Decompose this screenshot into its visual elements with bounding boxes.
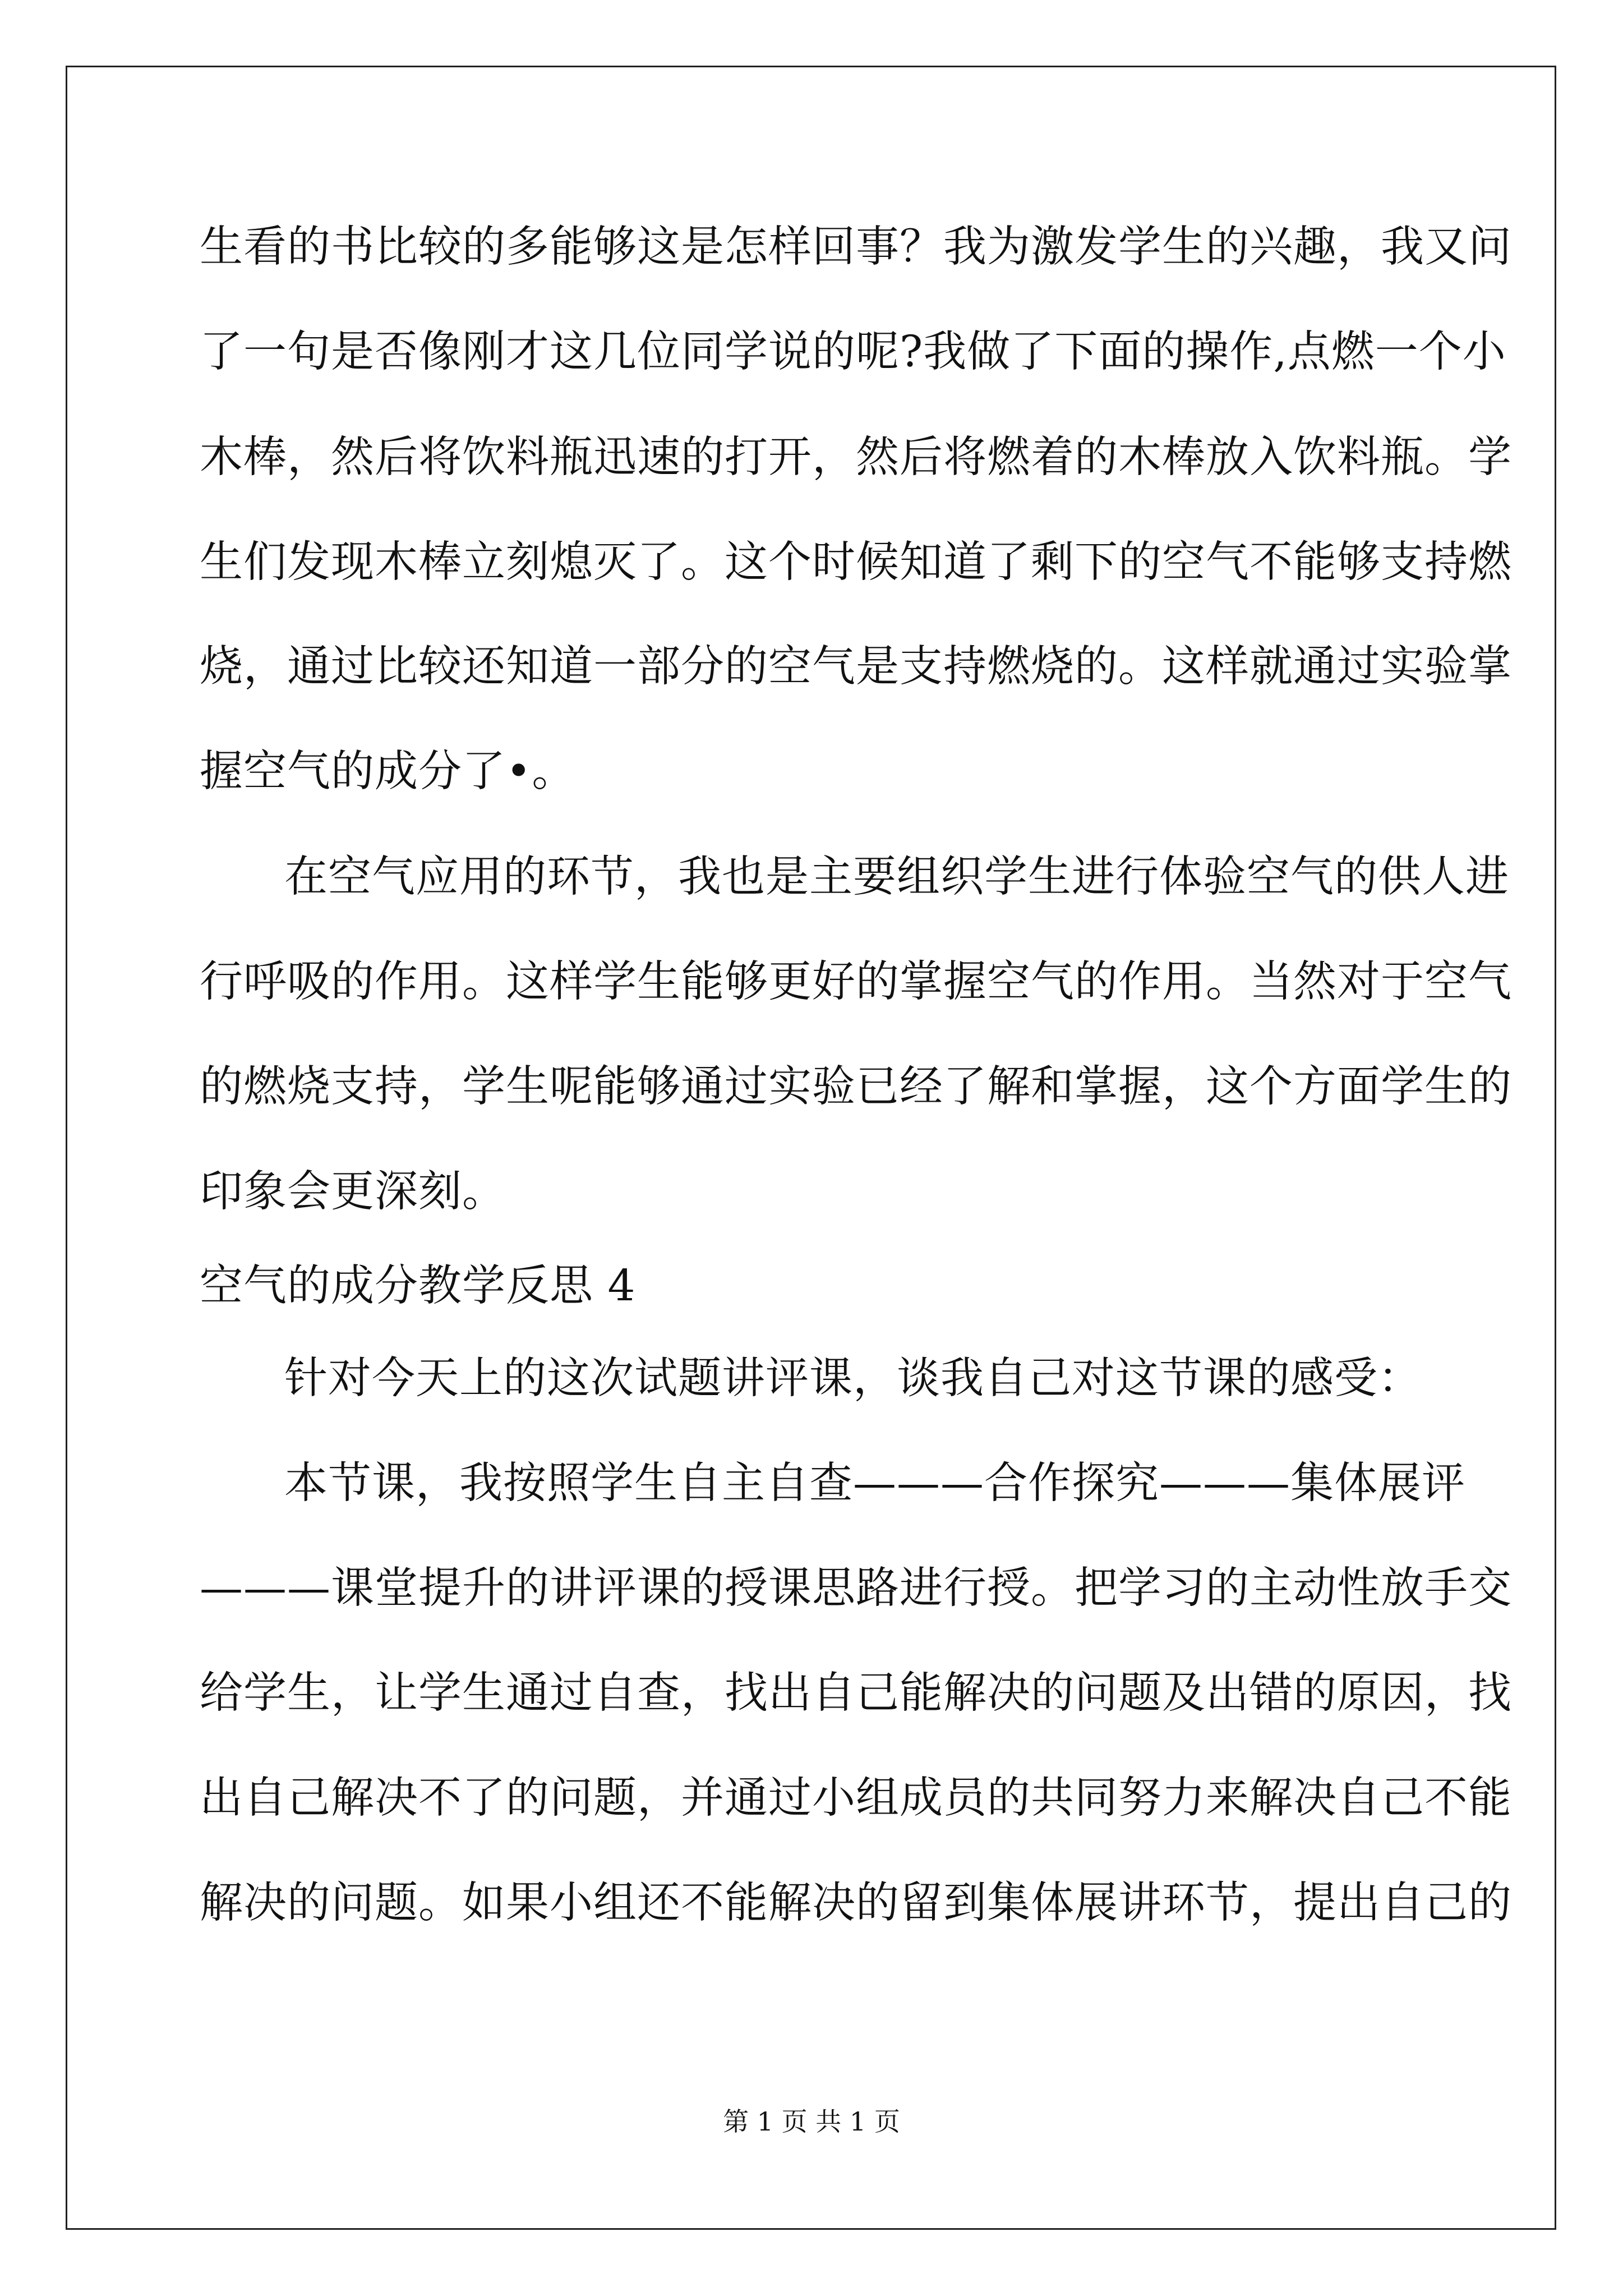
text-line: 生们发现木棒立刻熄灭了。这个时候知道了剩下的空气不能够支持燃 <box>200 537 1512 587</box>
text-line: 生看的书比较的多能够这是怎样回事？我为激发学生的兴趣，我又问 <box>200 222 1512 272</box>
text-line: 针对今天上的这次试题讲评课，谈我自己对这节课的感受： <box>284 1354 1422 1404</box>
text-line: 本节课，我按照学生自主自查———合作探究———集体展评 <box>284 1458 1465 1508</box>
text-line: 了一句是否像刚才这几位同学说的呢?我做了下面的操作,点燃一个小 <box>200 327 1506 377</box>
text-line: 握空气的成分了•。 <box>200 747 576 797</box>
text-line: 给学生，让学生通过自查，找出自己能解决的问题及出错的原因，找 <box>200 1668 1512 1718</box>
text-line: 解决的问题。如果小组还不能解决的留到集体展讲环节，提出自己的 <box>200 1878 1512 1928</box>
section-heading: 空气的成分教学反思 4 <box>200 1261 636 1311</box>
text-line: 在空气应用的环节，我也是主要组织学生进行体验空气的供人进 <box>284 852 1509 902</box>
text-line: 行呼吸的作用。这样学生能够更好的掌握空气的作用。当然对于空气 <box>200 957 1512 1007</box>
text-line: 印象会更深刻。 <box>200 1167 506 1217</box>
text-line: 出自己解决不了的问题，并通过小组成员的共同努力来解决自己不能 <box>200 1773 1512 1823</box>
text-line: 木棒，然后将饮料瓶迅速的打开，然后将燃着的木棒放入饮料瓶。学 <box>200 432 1512 482</box>
page-footer: 第 1 页 共 1 页 <box>723 2106 900 2137</box>
text-line: 烧，通过比较还知道一部分的空气是支持燃烧的。这样就通过实验掌 <box>200 642 1512 692</box>
text-line: ———课堂提升的讲评课的授课思路进行授。把学习的主动性放手交 <box>200 1563 1512 1613</box>
text-line: 的燃烧支持，学生呢能够通过实验已经了解和掌握，这个方面学生的 <box>200 1062 1512 1112</box>
